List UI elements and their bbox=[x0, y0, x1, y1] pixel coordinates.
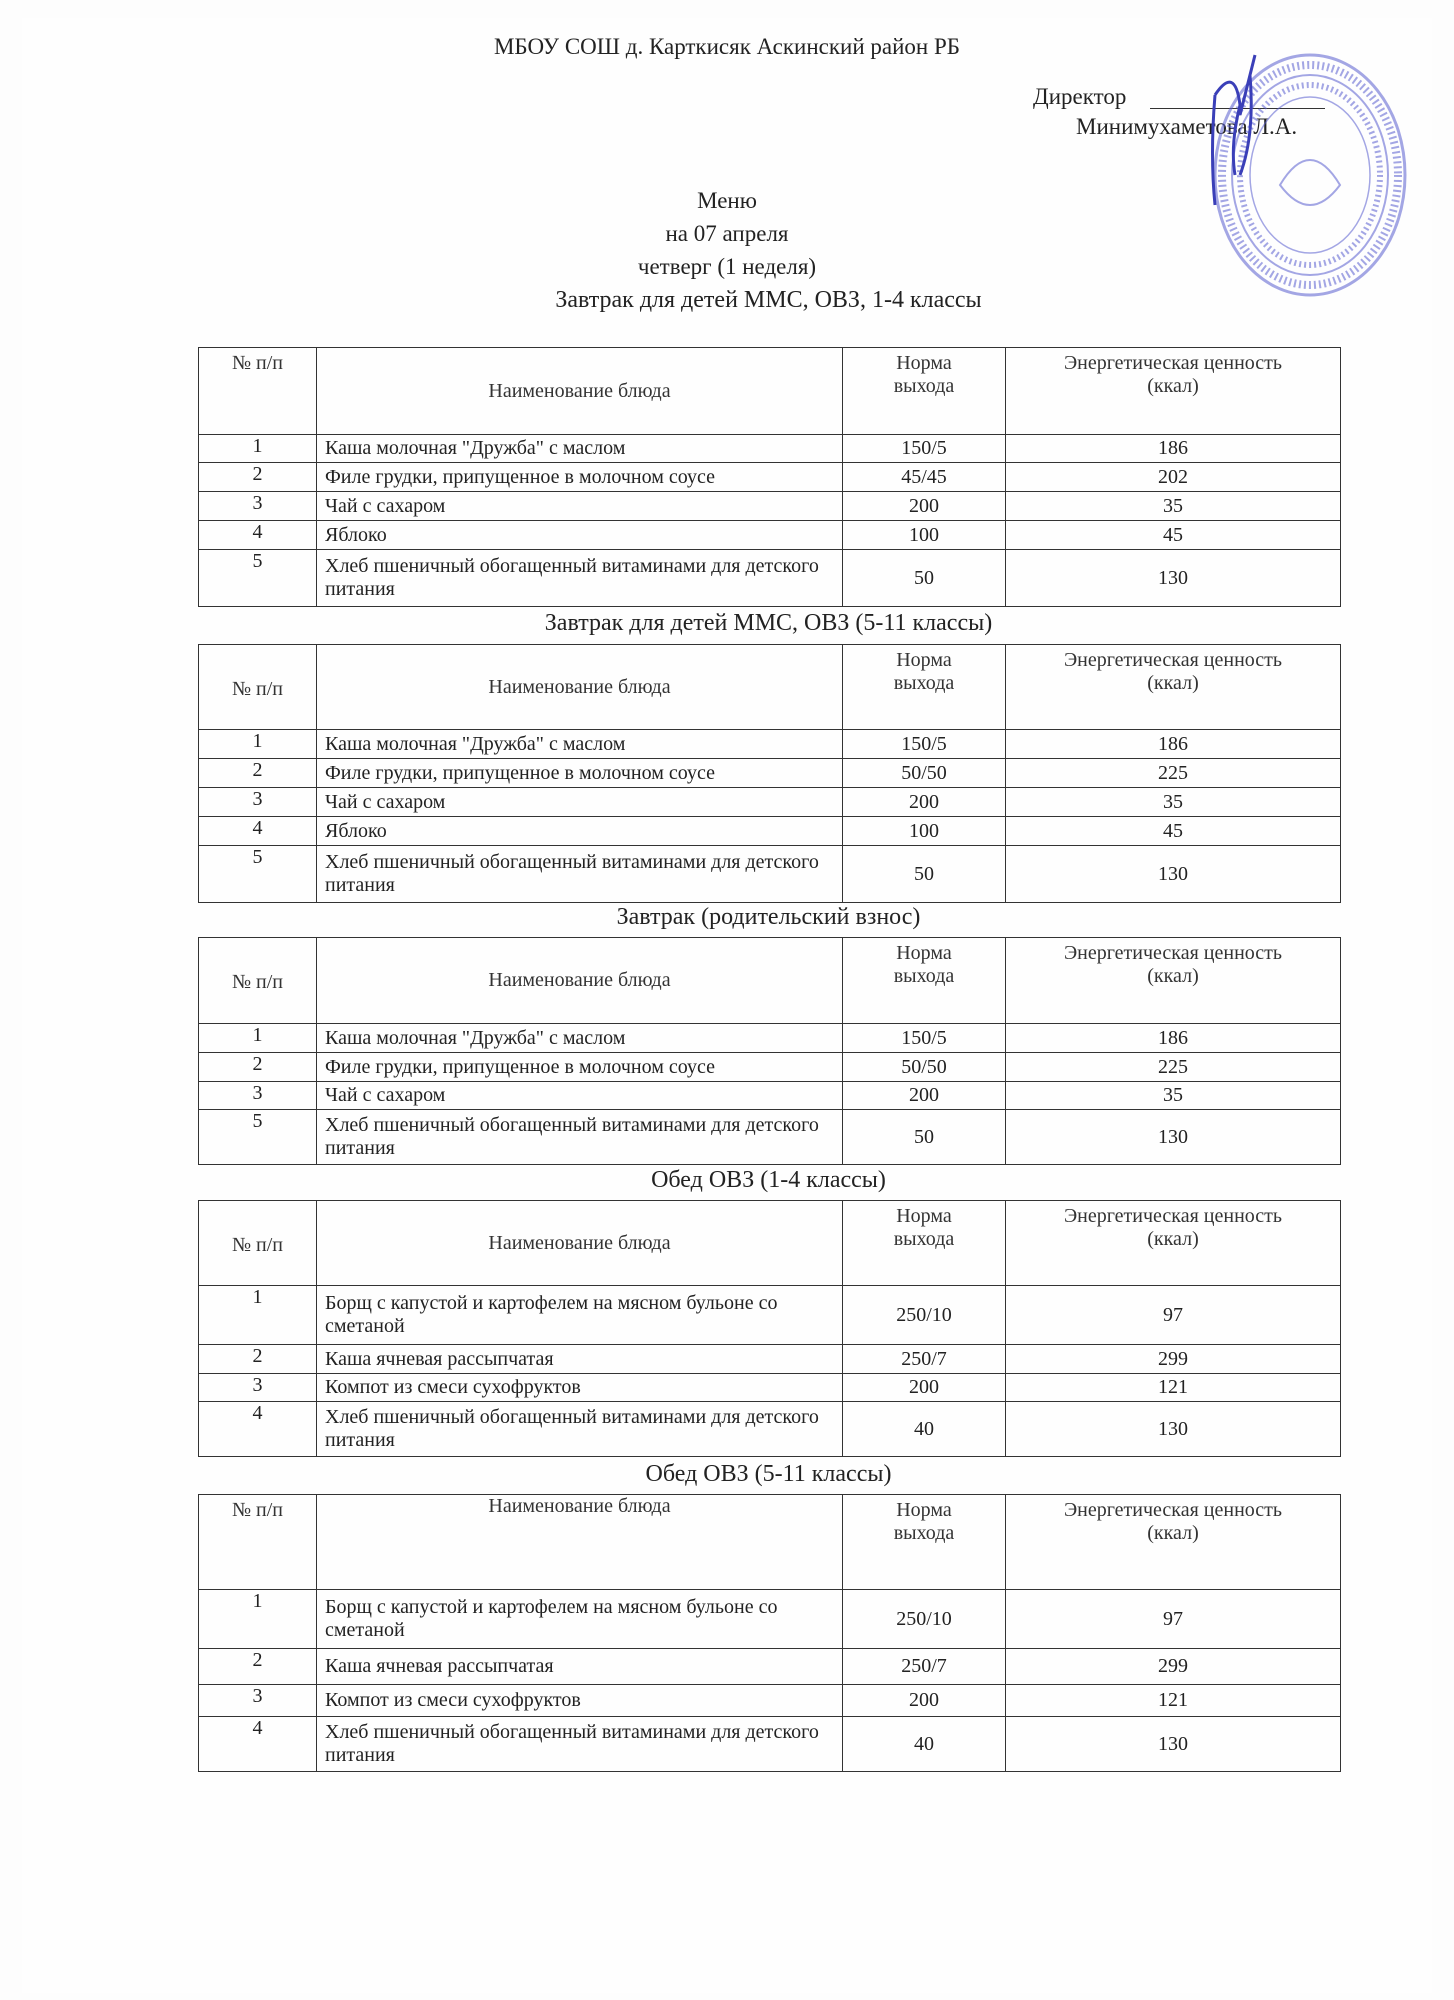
row-norm: 200 bbox=[843, 1082, 1006, 1110]
menu-table bbox=[198, 1494, 1341, 1772]
row-dish-name: Борщ с капустой и картофелем на мясном бульоне со сметаной bbox=[317, 1286, 843, 1345]
row-kcal: 202 bbox=[1006, 463, 1341, 492]
row-kcal: 186 bbox=[1006, 435, 1341, 463]
table-row bbox=[199, 492, 1341, 521]
header-energy-line1: Энергетическая ценность bbox=[1063, 1499, 1283, 1521]
table-header-row bbox=[199, 938, 1341, 1024]
row-num: 5 bbox=[199, 550, 317, 607]
official-stamp-icon bbox=[1090, 35, 1410, 325]
row-num: 2 bbox=[199, 463, 317, 492]
row-dish-name: Каша молочная "Дружба" с маслом bbox=[317, 435, 843, 463]
row-kcal: 130 bbox=[1006, 1110, 1341, 1165]
row-norm: 40 bbox=[843, 1402, 1006, 1457]
row-num: 2 bbox=[199, 1649, 317, 1685]
row-num: 4 bbox=[199, 817, 317, 846]
director-label: Директор bbox=[1033, 84, 1127, 109]
row-kcal: 35 bbox=[1006, 788, 1341, 817]
row-dish-name: Яблоко bbox=[317, 817, 843, 846]
header-norm-line1: Норма bbox=[896, 942, 952, 964]
table-header-row bbox=[199, 645, 1341, 730]
row-norm: 100 bbox=[843, 521, 1006, 550]
row-num: 3 bbox=[199, 492, 317, 521]
row-num: 5 bbox=[199, 846, 317, 903]
signature-icon bbox=[1213, 55, 1256, 205]
row-norm: 250/7 bbox=[843, 1345, 1006, 1374]
director-name: Минимухаметова Л.А. bbox=[1076, 114, 1298, 139]
menu-title: Меню bbox=[697, 188, 757, 213]
table-row bbox=[199, 788, 1341, 817]
row-norm: 45/45 bbox=[843, 463, 1006, 492]
section-title: Завтрак для детей ММС, ОВЗ, 1-4 классы bbox=[555, 287, 982, 313]
row-dish-name: Филе грудки, припущенное в молочном соусе bbox=[317, 1053, 843, 1082]
header-energy-line2: (ккал) bbox=[1147, 672, 1199, 694]
header-norm-line2: выхода bbox=[893, 1228, 955, 1250]
table-row bbox=[199, 1082, 1341, 1110]
row-num: 3 bbox=[199, 1374, 317, 1402]
row-kcal: 45 bbox=[1006, 521, 1341, 550]
header-energy-line1: Энергетическая ценность bbox=[1063, 942, 1283, 964]
table-header-row bbox=[199, 348, 1341, 435]
row-kcal: 186 bbox=[1006, 1024, 1341, 1053]
row-num: 2 bbox=[199, 759, 317, 788]
table-row bbox=[199, 1717, 1341, 1772]
row-norm: 250/10 bbox=[843, 1590, 1006, 1649]
section-title: Обед ОВЗ (5-11 классы) bbox=[645, 1461, 892, 1487]
row-num: 3 bbox=[199, 1082, 317, 1110]
header-dish-name: Наименование блюда bbox=[317, 1201, 843, 1286]
section-title: Завтрак для детей ММС, ОВЗ (5-11 классы) bbox=[544, 610, 993, 636]
row-norm: 250/10 bbox=[843, 1286, 1006, 1345]
row-num: 1 bbox=[199, 435, 317, 463]
row-num: 3 bbox=[199, 1685, 317, 1717]
row-kcal: 97 bbox=[1006, 1286, 1341, 1345]
row-kcal: 97 bbox=[1006, 1590, 1341, 1649]
header-norm-line1: Норма bbox=[896, 1205, 952, 1227]
header-norm-line2: выхода bbox=[893, 1522, 955, 1544]
table-row bbox=[199, 463, 1341, 492]
header-num: № п/п bbox=[199, 348, 317, 435]
table-row bbox=[199, 1402, 1341, 1457]
header-energy-line1: Энергетическая ценность bbox=[1063, 649, 1283, 671]
row-kcal: 299 bbox=[1006, 1649, 1341, 1685]
row-dish-name: Компот из смеси сухофруктов bbox=[317, 1374, 843, 1402]
header-norm-line2: выхода bbox=[893, 672, 955, 694]
header-energy-line2: (ккал) bbox=[1147, 375, 1199, 397]
header-num: № п/п bbox=[199, 938, 317, 1024]
row-dish-name: Филе грудки, припущенное в молочном соусе bbox=[317, 759, 843, 788]
table-header-row bbox=[199, 1201, 1341, 1286]
header-energy-line2: (ккал) bbox=[1147, 965, 1199, 987]
row-norm: 200 bbox=[843, 788, 1006, 817]
row-dish-name: Чай с сахаром bbox=[317, 788, 843, 817]
row-num: 1 bbox=[199, 1024, 317, 1053]
row-kcal: 225 bbox=[1006, 1053, 1341, 1082]
header-dish-name: Наименование блюда bbox=[317, 938, 843, 1024]
section-title: Обед ОВЗ (1-4 классы) bbox=[651, 1167, 886, 1193]
row-dish-name: Хлеб пшеничный обогащенный витаминами для детского питания bbox=[317, 1110, 843, 1165]
header-dish-name: Наименование блюда bbox=[317, 1495, 843, 1590]
row-norm: 50 bbox=[843, 550, 1006, 607]
table-row bbox=[199, 1374, 1341, 1402]
row-kcal: 35 bbox=[1006, 492, 1341, 521]
header-norm-line2: выхода bbox=[893, 375, 955, 397]
header-energy bbox=[1006, 938, 1341, 1024]
row-num: 1 bbox=[199, 730, 317, 759]
row-kcal: 121 bbox=[1006, 1685, 1341, 1717]
table-row bbox=[199, 1110, 1341, 1165]
row-norm: 50 bbox=[843, 846, 1006, 903]
header-energy-line2: (ккал) bbox=[1147, 1228, 1199, 1250]
header-energy bbox=[1006, 1201, 1341, 1286]
table-row bbox=[199, 1024, 1341, 1053]
row-num: 5 bbox=[199, 1110, 317, 1165]
header-norm-line1: Норма bbox=[896, 1499, 952, 1521]
table-row bbox=[199, 1649, 1341, 1685]
table-row bbox=[199, 759, 1341, 788]
row-dish-name: Чай с сахаром bbox=[317, 1082, 843, 1110]
row-dish-name: Хлеб пшеничный обогащенный витаминами для детского питания bbox=[317, 1402, 843, 1457]
header-num: № п/п bbox=[199, 1495, 317, 1590]
header-energy bbox=[1006, 1495, 1341, 1590]
row-num: 2 bbox=[199, 1345, 317, 1374]
row-kcal: 45 bbox=[1006, 817, 1341, 846]
menu-table bbox=[198, 937, 1341, 1165]
row-kcal: 130 bbox=[1006, 1402, 1341, 1457]
row-kcal: 130 bbox=[1006, 550, 1341, 607]
row-norm: 200 bbox=[843, 1685, 1006, 1717]
table-row bbox=[199, 550, 1341, 607]
row-dish-name: Борщ с капустой и картофелем на мясном бульоне со сметаной bbox=[317, 1590, 843, 1649]
row-dish-name: Чай с сахаром bbox=[317, 492, 843, 521]
header-norm bbox=[843, 348, 1006, 435]
menu-date: на 07 апреля bbox=[665, 221, 789, 246]
row-dish-name: Яблоко bbox=[317, 521, 843, 550]
section-title: Завтрак (родительский взнос) bbox=[616, 904, 921, 930]
row-norm: 150/5 bbox=[843, 435, 1006, 463]
row-norm: 150/5 bbox=[843, 1024, 1006, 1053]
row-num: 2 bbox=[199, 1053, 317, 1082]
header-dish-name: Наименование блюда bbox=[317, 348, 843, 435]
menu-table bbox=[198, 347, 1341, 607]
table-row bbox=[199, 1345, 1341, 1374]
menu-table bbox=[198, 1200, 1341, 1457]
row-num: 4 bbox=[199, 1717, 317, 1772]
row-kcal: 186 bbox=[1006, 730, 1341, 759]
menu-table bbox=[198, 644, 1341, 903]
row-norm: 50/50 bbox=[843, 1053, 1006, 1082]
row-norm: 200 bbox=[843, 492, 1006, 521]
row-dish-name: Каша ячневая рассыпчатая bbox=[317, 1345, 843, 1374]
header-norm bbox=[843, 1201, 1006, 1286]
row-norm: 100 bbox=[843, 817, 1006, 846]
table-row bbox=[199, 1286, 1341, 1345]
header-norm bbox=[843, 645, 1006, 730]
header-norm bbox=[843, 938, 1006, 1024]
table-row bbox=[199, 817, 1341, 846]
table-row bbox=[199, 1053, 1341, 1082]
row-norm: 50 bbox=[843, 1110, 1006, 1165]
row-dish-name: Каша молочная "Дружба" с маслом bbox=[317, 1024, 843, 1053]
row-norm: 250/7 bbox=[843, 1649, 1006, 1685]
header-energy-line2: (ккал) bbox=[1147, 1522, 1199, 1544]
row-kcal: 121 bbox=[1006, 1374, 1341, 1402]
header-energy-line1: Энергетическая ценность bbox=[1063, 352, 1283, 374]
row-num: 3 bbox=[199, 788, 317, 817]
header-energy-line1: Энергетическая ценность bbox=[1063, 1205, 1283, 1227]
row-num: 4 bbox=[199, 521, 317, 550]
table-row bbox=[199, 1685, 1341, 1717]
row-num: 4 bbox=[199, 1402, 317, 1457]
row-dish-name: Филе грудки, припущенное в молочном соусе bbox=[317, 463, 843, 492]
row-num: 1 bbox=[199, 1286, 317, 1345]
header-norm-line2: выхода bbox=[893, 965, 955, 987]
table-header-row bbox=[199, 1495, 1341, 1590]
row-norm: 50/50 bbox=[843, 759, 1006, 788]
row-num: 1 bbox=[199, 1590, 317, 1649]
table-row bbox=[199, 730, 1341, 759]
header-energy bbox=[1006, 645, 1341, 730]
row-dish-name: Хлеб пшеничный обогащенный витаминами для детского питания bbox=[317, 550, 843, 607]
header-norm-line1: Норма bbox=[896, 649, 952, 671]
row-kcal: 35 bbox=[1006, 1082, 1341, 1110]
table-row bbox=[199, 435, 1341, 463]
menu-weekday: четверг (1 неделя) bbox=[637, 254, 817, 279]
row-norm: 40 bbox=[843, 1717, 1006, 1772]
row-kcal: 299 bbox=[1006, 1345, 1341, 1374]
row-dish-name: Каша ячневая рассыпчатая bbox=[317, 1649, 843, 1685]
row-dish-name: Каша молочная "Дружба" с маслом bbox=[317, 730, 843, 759]
school-name: МБОУ СОШ д. Карткисяк Аскинский район РБ bbox=[493, 34, 960, 59]
header-num: № п/п bbox=[199, 1201, 317, 1286]
row-kcal: 225 bbox=[1006, 759, 1341, 788]
header-energy bbox=[1006, 348, 1341, 435]
row-norm: 200 bbox=[843, 1374, 1006, 1402]
row-dish-name: Компот из смеси сухофруктов bbox=[317, 1685, 843, 1717]
table-row bbox=[199, 521, 1341, 550]
header-norm-line1: Норма bbox=[896, 352, 952, 374]
table-row bbox=[199, 1590, 1341, 1649]
row-norm: 150/5 bbox=[843, 730, 1006, 759]
row-kcal: 130 bbox=[1006, 1717, 1341, 1772]
row-kcal: 130 bbox=[1006, 846, 1341, 903]
table-row bbox=[199, 846, 1341, 903]
row-dish-name: Хлеб пшеничный обогащенный витаминами для детского питания bbox=[317, 846, 843, 903]
header-num: № п/п bbox=[199, 645, 317, 730]
row-dish-name: Хлеб пшеничный обогащенный витаминами для детского питания bbox=[317, 1717, 843, 1772]
header-norm bbox=[843, 1495, 1006, 1590]
header-dish-name: Наименование блюда bbox=[317, 645, 843, 730]
